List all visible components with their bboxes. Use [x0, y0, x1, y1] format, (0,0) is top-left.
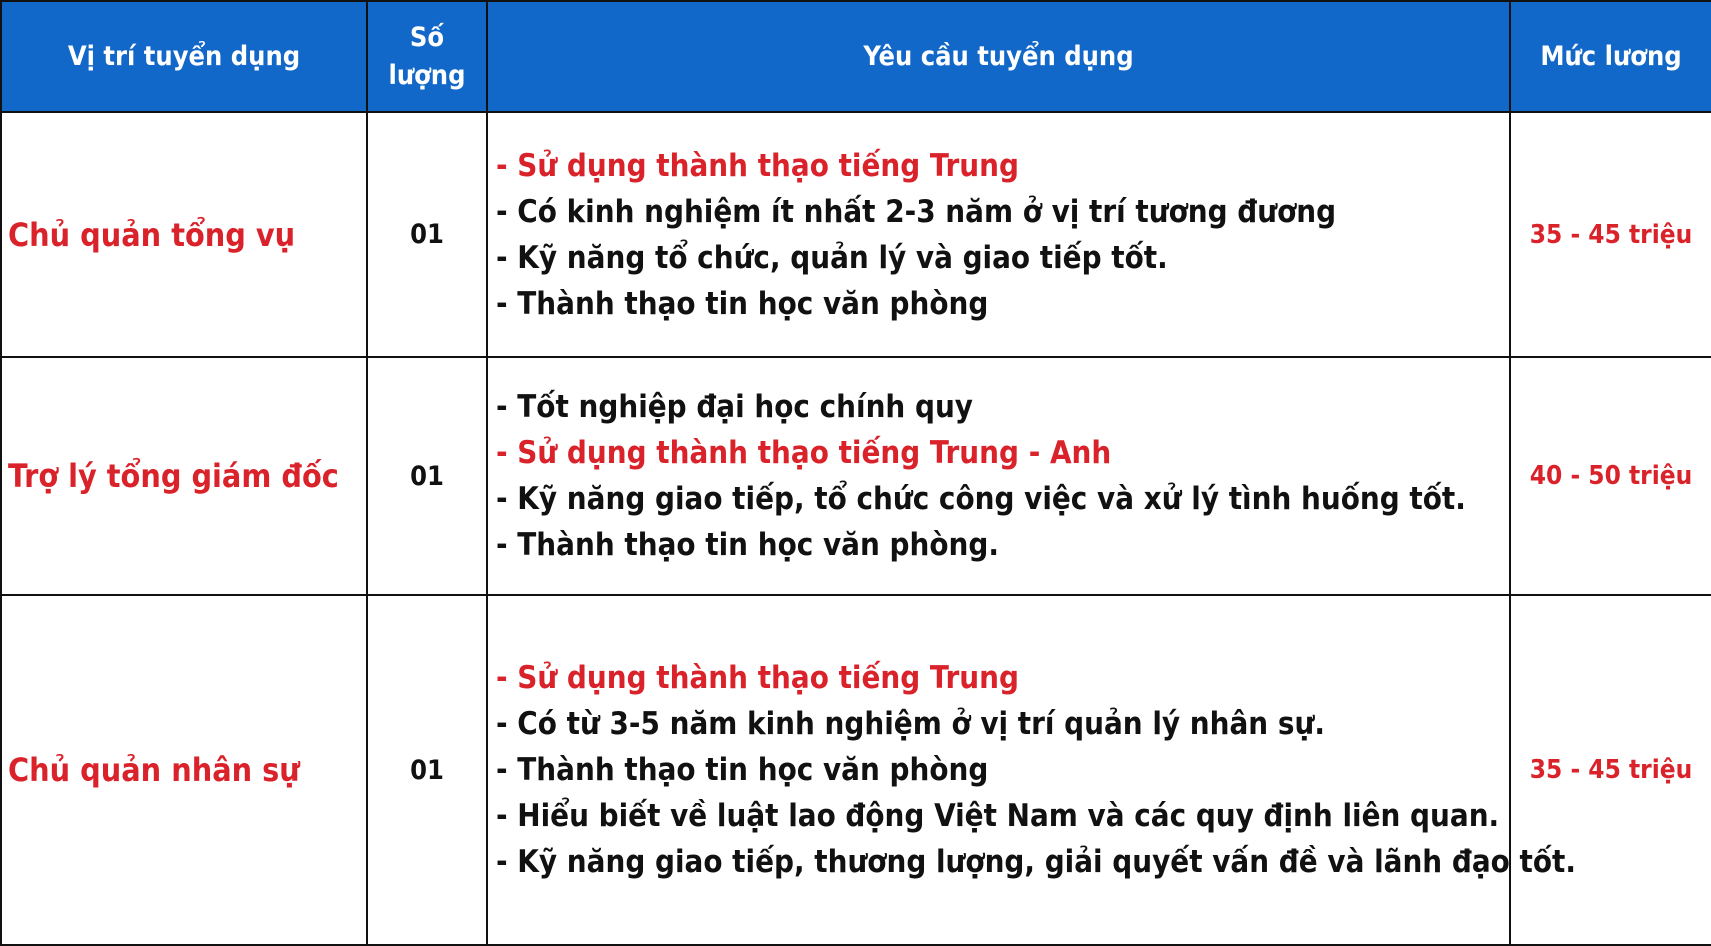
requirements-list	[496, 384, 1509, 568]
position-cell: Chủ quản nhân sự	[1, 595, 367, 945]
header-requirements-label: Yêu cầu tuyển dụng	[863, 40, 1134, 72]
salary-cell: 40 - 50 triệu	[1510, 357, 1711, 595]
table-row	[1, 595, 1711, 945]
requirement-item: - Hiểu biết về luật lao động Việt Nam và các quy định liên quan.	[496, 798, 1500, 834]
requirement-item: - Kỹ năng giao tiếp, tổ chức công việc và xử lý tình huống tốt.	[496, 481, 1466, 517]
header-quantity-label-line1: Số	[409, 21, 445, 53]
header-quantity	[367, 1, 487, 112]
requirement-item: - Tốt nghiệp đại học chính quy	[496, 389, 973, 425]
requirement-item: - Thành thạo tin học văn phòng	[496, 752, 989, 788]
requirements-cell	[487, 112, 1510, 357]
table-row	[1, 112, 1711, 357]
requirement-item: - Sử dụng thành thạo tiếng Trung	[496, 660, 1019, 696]
quantity-cell: 01	[367, 595, 487, 945]
requirement-item: - Có từ 3-5 năm kinh nghiệm ở vị trí quản lý nhân sự.	[496, 706, 1325, 742]
requirement-item: - Sử dụng thành thạo tiếng Trung - Anh	[496, 435, 1112, 471]
header-row	[1, 1, 1711, 112]
header-position-label: Vị trí tuyển dụng	[67, 40, 301, 72]
requirements-list	[496, 655, 1576, 885]
requirement-item: - Kỹ năng tổ chức, quản lý và giao tiếp tốt.	[496, 239, 1168, 276]
salary-cell: 35 - 45 triệu	[1510, 112, 1711, 357]
requirement-item: - Sử dụng thành thạo tiếng Trung	[496, 147, 1019, 184]
requirements-list	[496, 143, 1509, 327]
salary-cell: 35 - 45 triệu	[1510, 595, 1711, 945]
header-salary	[1510, 1, 1711, 112]
requirement-item: - Thành thạo tin học văn phòng	[496, 285, 989, 322]
header-requirements	[487, 1, 1510, 112]
quantity-cell: 01	[367, 357, 487, 595]
header-position	[1, 1, 367, 112]
requirement-item: - Có kinh nghiệm ít nhất 2-3 năm ở vị trí tương đương	[496, 193, 1337, 230]
quantity-cell: 01	[367, 112, 487, 357]
position-cell: Trợ lý tổng giám đốc	[1, 357, 367, 595]
requirement-item: - Kỹ năng giao tiếp, thương lượng, giải quyết vấn đề và lãnh đạo tốt.	[496, 844, 1576, 880]
requirement-item: - Thành thạo tin học văn phòng.	[496, 527, 999, 563]
header-quantity-label-line2: lượng	[388, 59, 466, 91]
requirements-cell	[487, 357, 1510, 595]
table-row	[1, 357, 1711, 595]
header-salary-label: Mức lương	[1540, 40, 1682, 72]
position-cell: Chủ quản tổng vụ	[1, 112, 367, 357]
requirements-cell	[487, 595, 1576, 945]
